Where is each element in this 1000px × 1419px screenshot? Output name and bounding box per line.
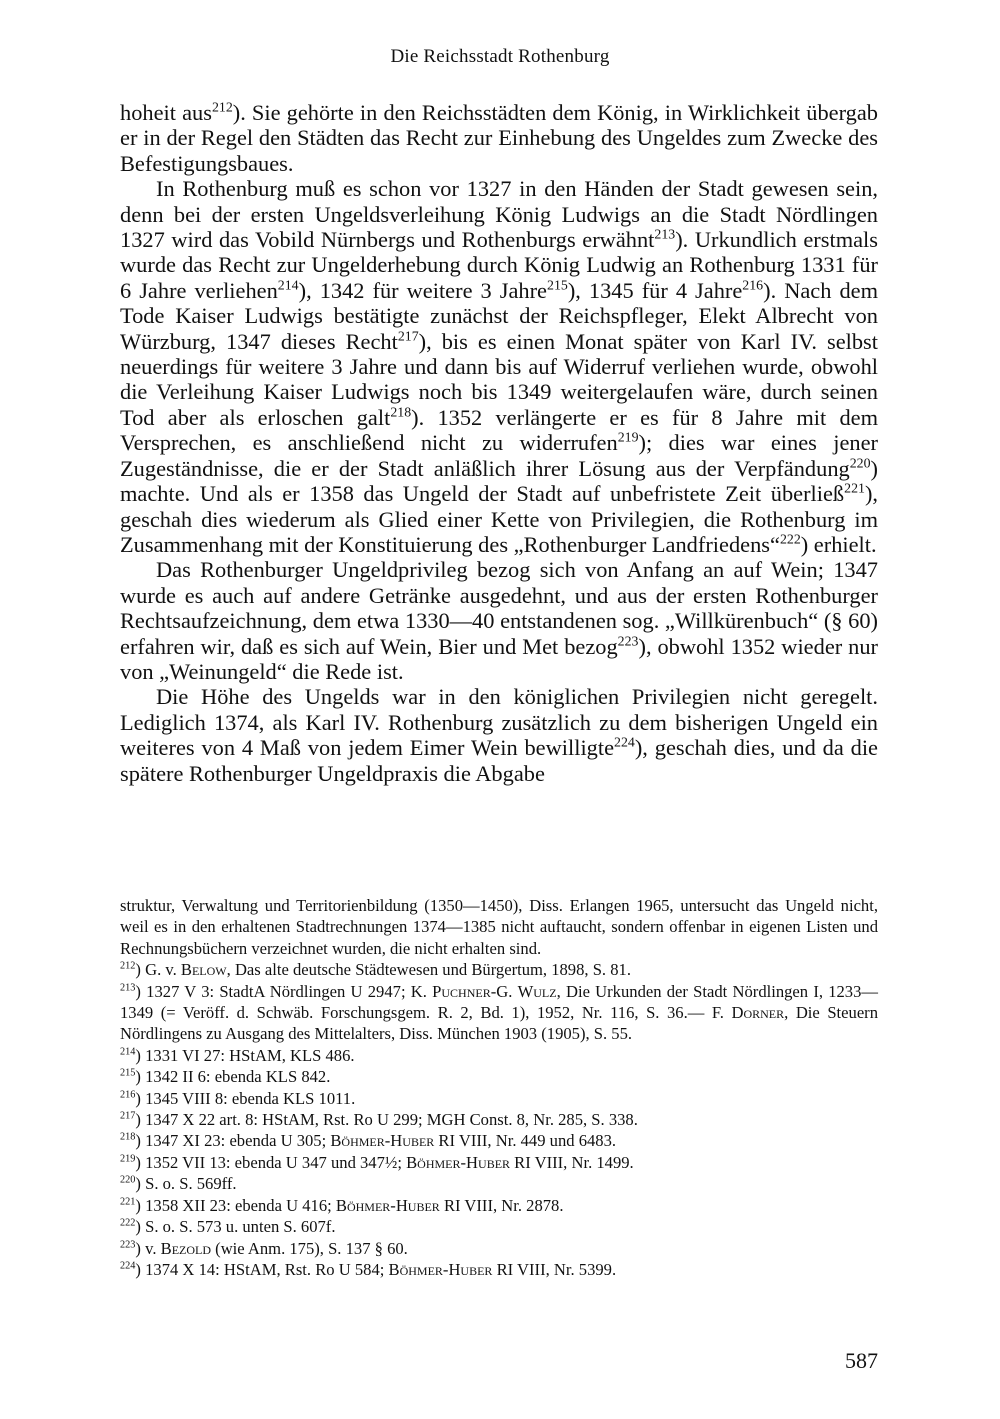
body-paragraph (120, 100, 878, 176)
footnote-ref: 213 (120, 982, 136, 994)
text-run: ) erhielt. (800, 531, 877, 557)
text-run: ), geschah dies wiederum als Glied einer Kette von Privilegien, die Rothenburg im Zusammenhang mit der Konstituierung des „Rothenburger Landfriedens“ (120, 481, 878, 557)
text-run: ), 1345 für 4 Jahre (567, 277, 743, 303)
text-run: ), 1342 für weitere 3 Jahre (298, 277, 547, 303)
text-run: ) 1358 XII 23: ebenda U 416; (135, 1195, 336, 1215)
footnotes (120, 895, 878, 1280)
footnote (120, 1066, 878, 1087)
running-head: Die Reichsstadt Rothenburg (390, 46, 610, 67)
footnote (120, 981, 878, 1045)
footnote (120, 1216, 878, 1237)
author-name: Dorner (731, 1003, 785, 1023)
footnote (120, 1130, 878, 1151)
text-run: RI VIII, Nr. 449 und 6483. (434, 1131, 617, 1151)
text-run: ) 1331 VI 27: HStAM, KLS 486. (135, 1045, 355, 1065)
footnote-ref: 212 (211, 100, 233, 116)
text-run: struktur, Verwaltung und Territorienbildung (1350—1450), Diss. Erlangen 1965, untersucht das Ungeld nicht, weil es in den erhaltenen Stadtrechnungen 1374—1385 nicht auftaucht, sondern offenbar in eigenen Listen und Rechnungsbüchern verzeichnet wurden, die nicht erhalten sind. (120, 896, 878, 958)
footnote (120, 1088, 878, 1109)
author-name: Böhmer-Huber (335, 1195, 440, 1215)
footnote-ref: 224 (120, 1260, 136, 1272)
text-run: Die Höhe des Ungelds war in den königlichen Privilegien nicht geregelt. Lediglich 1374, als Karl IV. Rothenburg zusätzlich zu dem bisherigen Ungeld ein weiteres von 4 Maß von jedem Eimer Wein bewilligte (120, 684, 878, 761)
text-run: RI VIII, Nr. 2878. (439, 1195, 564, 1215)
text-run: Das Rothenburger Ungeldprivileg bezog sich von Anfang an auf Wein; 1347 wurde es auch auf andere Getränke ausgedehnt, und aus der ersten Rothenburger Rechtsaufzeichnung, dem etwa 1330—40 entstandenen sog. „Willkürenbuch“ (§ 60) erfahren wir, daß es sich auf Wein, Bier und Met bezog (120, 557, 878, 659)
author-name: Böhmer-Huber (388, 1259, 493, 1279)
footnote-ref: 217 (120, 1110, 136, 1122)
text-run: ) 1345 VIII 8: ebenda KLS 1011. (135, 1088, 356, 1108)
footnote-ref: 221 (120, 1196, 136, 1208)
text-run: RI VIII, Nr. 5399. (492, 1259, 617, 1279)
text-run: ) 1374 X 14: HStAM, Rst. Ro U 584; (135, 1259, 389, 1279)
text-run: In Rothenburg muß es schon vor 1327 in den Händen der Stadt gewesen sein, denn bei der ersten Ungeldsverleihung König Ludwigs an die Stadt Nördlingen 1327 wird das Vobild Nürnbergs und Rothenburgs erwähnt (120, 176, 878, 253)
footnote-ref: 219 (120, 1153, 136, 1165)
text-run: RI VIII, Nr. 1499. (510, 1152, 634, 1172)
footnote-ref: 220 (120, 1174, 136, 1186)
text-run: ). Urkundlich erstmals wurde das Recht zur Ungelderhebung durch König Ludwig an Rothenburg 1331 für 6 Jahre verliehen (120, 227, 878, 303)
footnote-ref: 218 (390, 405, 412, 421)
text-run: ). 1352 verlängerte er es für 8 Jahre mit dem Versprechen, es anschließend nicht zu widerrufen (120, 404, 878, 456)
footnote (120, 1045, 878, 1066)
footnote-ref: 218 (120, 1132, 136, 1144)
footnote-ref: 214 (277, 278, 299, 294)
footnote (120, 1195, 878, 1216)
author-name: Below (180, 960, 227, 980)
text-run: ) 1327 V 3: StadtA Nördlingen U 2947; K. (135, 981, 433, 1001)
footnote (120, 1109, 878, 1130)
footnote-ref: 213 (654, 227, 676, 243)
footnote-ref: 215 (120, 1067, 136, 1079)
footnote (120, 1152, 878, 1173)
text-run: , Das alte deutsche Städtewesen und Bürgertum, 1898, S. 81. (226, 960, 631, 980)
author-name: Puchner (432, 981, 491, 1001)
footnote-ref: 219 (617, 430, 639, 446)
body-paragraph (120, 176, 878, 557)
footnote-ref: 212 (120, 960, 136, 972)
footnote-ref: 221 (844, 481, 865, 497)
footnote (120, 959, 878, 980)
text-run: ) v. (135, 1238, 161, 1258)
footnote-ref: 216 (120, 1089, 136, 1101)
body-paragraph (120, 684, 878, 786)
footnote-ref: 223 (120, 1239, 136, 1251)
author-name: Böhmer-Huber (330, 1131, 435, 1151)
author-name: Bezold (160, 1238, 212, 1258)
text-run: ) 1342 II 6: ebenda KLS 842. (135, 1067, 331, 1087)
text-run: ) S. o. S. 569ff. (135, 1174, 237, 1194)
text-run: ), obwohl 1352 wieder nur von „Weinungeld“ die Rede ist. (120, 633, 878, 684)
text-run: ) 1347 X 22 art. 8: HStAM, Rst. Ro U 299; MGH Const. 8, Nr. 285, S. 338. (135, 1110, 638, 1130)
footnote-ref: 216 (742, 278, 764, 294)
author-name: Wulz (517, 981, 557, 1001)
footnote (120, 895, 878, 959)
text-run: hoheit aus (120, 100, 212, 125)
footnote-ref: 214 (120, 1046, 136, 1058)
text-run: ). Nach dem Tode Kaiser Ludwigs bestätigte zunächst der Reichspfleger, Elekt Albrecht von Würzburg, 1347 dieses Recht (120, 277, 879, 354)
text-run: ). Sie gehörte in den Reichsstädten dem König, in Wirklichkeit übergab er in der Regel den Städten das Recht zur Einhebung des Ungeldes zum Zwecke des Befestigungsbaues. (120, 100, 878, 176)
text-run: ), bis es einen Monat später von Karl IV. selbst neuerdings für weitere 3 Jahre und dann bis auf Widerruf verliehen wurde, obwohl die Verleihung Kaiser Ludwigs noch bis 1349 weitergelaufen wäre, durch seinen Tod aber als erloschen galt (120, 328, 878, 430)
text-run: -G. (490, 981, 518, 1001)
text-run: ), geschah dies, und da die spätere Rothenburger Ungeldpraxis die Abgabe (120, 735, 878, 786)
footnote-ref: 222 (120, 1217, 136, 1229)
text-run: ) 1347 XI 23: ebenda U 305; (135, 1131, 331, 1151)
main-text (120, 100, 878, 786)
footnote-ref: 220 (849, 456, 871, 472)
text-run: , Die Steuern Nördlingens zu Ausgang des Mittelalters, Diss. München 1903 (1905), S. 55. (120, 1003, 879, 1044)
footnote (120, 1238, 878, 1259)
text-run: ) S. o. S. 573 u. unten S. 607f. (135, 1217, 336, 1237)
page-number: 587 (845, 1348, 878, 1373)
footnote-ref: 224 (614, 735, 635, 751)
footnote (120, 1259, 878, 1280)
text-run: ) 1352 VII 13: ebenda U 347 und 347½; (135, 1152, 407, 1172)
body-paragraph (120, 557, 878, 684)
text-run: , Die Urkunden der Stadt Nördlingen I, 1233—1349 (= Veröff. d. Schwäb. Forschungsgem. R. 2, Bd. 1), 1952, Nr. 116, S. 36.— F. (120, 981, 878, 1023)
footnote-ref: 217 (397, 329, 419, 345)
text-run: ); dies war eines jener Zugeständnisse, die er der Stadt anläßlich ihrer Lösung aus der Verpfändung (120, 430, 878, 481)
text-run: (wie Anm. 175), S. 137 § 60. (211, 1238, 408, 1258)
footnote-ref: 223 (617, 633, 639, 649)
text-run: ) machte. Und als er 1358 das Ungeld der Stadt auf unbefristete Zeit überließ (120, 455, 878, 507)
footnote-ref: 215 (547, 278, 568, 294)
text-run: ) G. v. (135, 960, 181, 980)
footnote-ref: 222 (779, 532, 801, 548)
footnote (120, 1173, 878, 1194)
author-name: Böhmer-Huber (406, 1152, 511, 1172)
